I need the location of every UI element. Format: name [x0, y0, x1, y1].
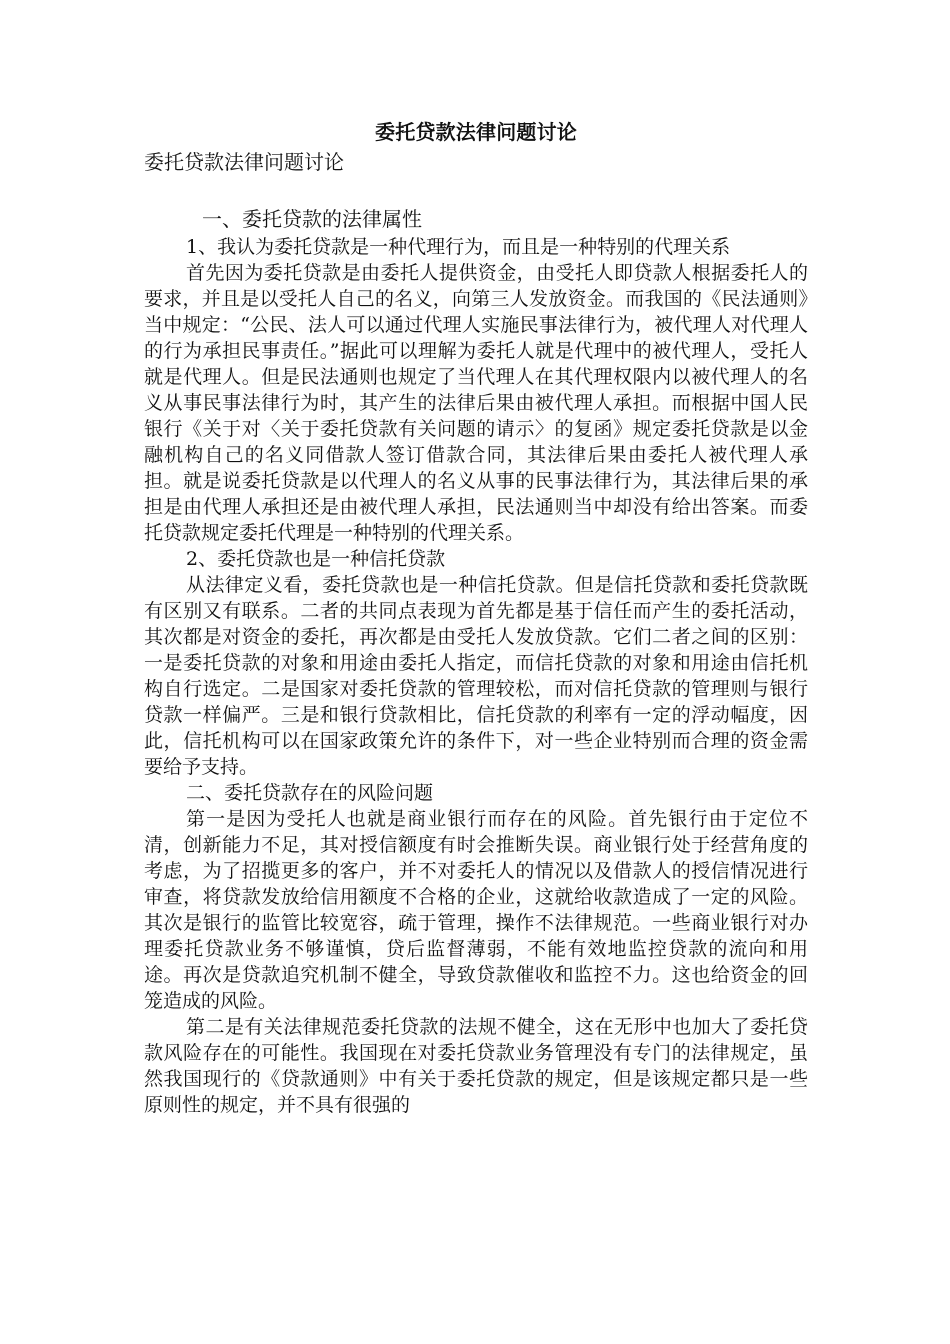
- paragraph-agency: 首先因为委托贷款是由委托人提供资金，由受托人即贷款人根据委托人的要求，并且是以受托人自己的名义，向第三人发放资金。而我国的《民法通则》当中规定：“公民、法人可以通过代理人实施民事法律行为，被代理人对代理人的行为承担民事责任。”据此可以理解为委托人就是代理中的被代理人，受托人就是代理人。但是民法通则也规定了当代理人在其代理权限内以被代理人的名义从事民事法律行为时，其产生的法律后果由被代理人承担。而根据中国人民银行《关于对〈关于委托贷款有关问题的请示〉的复函》规定委托贷款是以金融机构自己的名义同借款人签订借款合同，其法律后果由委托人被代理人承担。就是说委托贷款是以代理人的名义从事的民事法律行为，其法律后果的承担是由代理人承担还是由被代理人承担，民法通则当中却没有给出答案。而委托贷款规定委托代理是一种特别的代理关系。: [144, 262, 808, 544]
- section-heading-risks: 二、委托贷款存在的风险问题: [186, 782, 434, 804]
- section-heading-legal-attributes: 一、委托贷款的法律属性: [202, 207, 422, 231]
- paragraph-regulation-risk: 第二是有关法律规范委托贷款的法规不健全，这在无形中也加大了委托贷款风险存在的可能性。我国现在对委托贷款业务管理没有专门的法律规定，虽然我国现行的《贷款通则》中有关于委托贷款的规定，但是该规定都只是一些原则性的规定，并不具有很强的: [144, 1016, 808, 1116]
- document-body: [144, 118, 808, 1118]
- item-heading-agency: 1、我认为委托贷款是一种代理行为，而且是一种特别的代理关系: [186, 236, 731, 258]
- document-title: 委托贷款法律问题讨论: [375, 120, 577, 144]
- document-subtitle: 委托贷款法律问题讨论: [144, 150, 344, 174]
- item-heading-trust-loan: 2、委托贷款也是一种信托贷款: [186, 548, 446, 570]
- paragraph-trust-loan: 从法律定义看，委托贷款也是一种信托贷款。但是信托贷款和委托贷款既有区别又有联系。二者的共同点表现为首先都是基于信任而产生的委托活动，其次都是对资金的委托，再次都是由受托人发放贷款。它们二者之间的区别：一是委托贷款的对象和用途由委托人指定，而信托贷款的对象和用途由信托机构自行选定。二是国家对委托贷款的管理较松，而对信托贷款的管理则与银行贷款一样偏严。三是和银行贷款相比，信托贷款的利率有一定的浮动幅度，因此，信托机构可以在国家政策允许的条件下，对一些企业特别而合理的资金需要给予支持。: [144, 574, 808, 778]
- paragraph-bank-risk: 第一是因为受托人也就是商业银行而存在的风险。首先银行由于定位不清，创新能力不足，其对授信额度有时会推断失误。商业银行处于经营角度的考虑，为了招揽更多的客户，并不对委托人的情况以及借款人的授信情况进行审查，将贷款发放给信用额度不合格的企业，这就给收款造成了一定的风险。其次是银行的监管比较宽容，疏于管理，操作不法律规范。一些商业银行对办理委托贷款业务不够谨慎，贷后监督薄弱，不能有效地监控贷款的流向和用途。再次是贷款追究机制不健全，导致贷款催收和监控不力。这也给资金的回笼造成的风险。: [144, 808, 808, 1012]
